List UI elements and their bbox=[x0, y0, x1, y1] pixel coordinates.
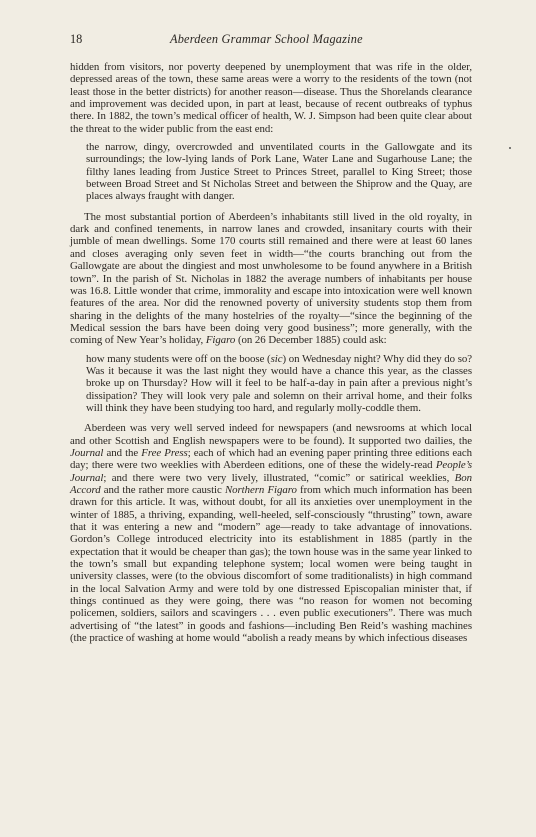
p3-text-b: and the bbox=[103, 446, 142, 459]
quote-text-b: ) on Wednesday night? Why did they do so? Was it because it was the last night they would have a chance this year, as the classes broke up on Thursday? How will it feel to be half-a-day in pain after a previous night’s dissipation? They will look very pale and solemn on their arrival home, and their folks will think they have been studying too hard, and regularly molly-coddle them. bbox=[86, 352, 473, 414]
page-number: 18 bbox=[70, 32, 83, 46]
running-title: Aberdeen Grammar School Magazine bbox=[170, 32, 363, 46]
article-body bbox=[70, 61, 472, 644]
block-quote-simpson: the narrow, dingy, overcrowded and unventilated courts in the Gallowgate and its surroundings; the low-lying lands of Pork Lane, Water Lane and Sugarhouse Lane; the filthy lanes leading from Justice Street to Princes Street, parallel to King Street; those between Broad Street and St Nicholas Street and between the Shiprow and the Quay, are places always fraught with danger. bbox=[86, 141, 472, 203]
running-header bbox=[70, 32, 472, 50]
p3-text-c: ; each of which had an evening paper printing three editions each day; there were two weeklies with Aberdeen editions, one of these the widely-read bbox=[70, 446, 473, 472]
journal-title: Journal bbox=[70, 446, 104, 459]
peoples-journal-title: People’s Journal bbox=[70, 459, 472, 484]
free-press-title: Free Press bbox=[141, 446, 188, 459]
quote-text-a: how many students were off on the boose ( bbox=[86, 352, 271, 365]
paragraph-2-text: The most substantial portion of Aberdeen’s inhabitants still lived in the old royalty, in dark and confined tenements, in narrow lanes and crowded, insanitary courts with their jumble of mean dwellings. Some 170 courts still remained and there were at least 60 lanes and closes averaging only seven feet in width—“the courts branching out from the Gallowgate are about the dingiest and most unwholesome to be found anywhere in a British town”. In the parish of St. Nicholas in 1882 the average numbers of inhabitants per house was 16.8. Little wonder that crime, immorality and escape into intoxication were well known features of the area. Nor did the renowned poverty of university students stop them from sharing in the delights of the many hostelries of the royalty—“since the beginning of the Medical session the bars have been doing very good business”; more generally, with the coming of New Year’s holiday, bbox=[70, 210, 472, 347]
sic-note: sic bbox=[270, 352, 283, 365]
p3-text-f: from which much information has been drawn for this article. It was, without doubt, for all its anxieties over unemployment in the winter of 1885, a thriving, expanding, well-heeled, self-consciously “thrusting” town, aware that it was entering a new and “modern” age—ready to take advantage of innovations. Gordon’s College introduced electricity into its establishment in 1885 (partly in the expectation that it would be cheaper than gas); the town house was in the same year linked to the town’s small but expanding telephone system; local women were being taught in university classes, were (to the obvious discomfort of some traditionalists) in high command in the local Salvation Army and were told by one distressed Episcopalian minister that, if things continued as they were going, there was “no reason for women not becoming policemen, soldiers, sailors and scavingers . . . even public executioners”. There was much advertising of “the latest” in goods and fashions—including Ben Reid’s washing machines (the practice of washing at home would “abolish a ready means by which infectious diseases bbox=[70, 484, 472, 645]
scan-speck bbox=[509, 147, 511, 149]
paragraph-1: hidden from visitors, nor poverty deepened by unemployment that was rife in the older, depressed areas of the town, these same areas were a worry to the residents of the town (not least those in the better districts) for another reason—disease. Thus the Shorelands clearance and improvement was decided upon, in part at least, because of recent outbreaks of typhus there. In 1882, the town’s medical officer of health, W. J. Simpson had been quite clear about the threat to the wider public from the east end: bbox=[70, 61, 472, 135]
paragraph-2 bbox=[70, 211, 472, 347]
paragraph-3 bbox=[70, 422, 472, 644]
block-quote-figaro bbox=[86, 353, 472, 415]
figaro-title: Figaro bbox=[205, 334, 236, 347]
northern-figaro-title: Northern Figaro bbox=[224, 484, 297, 496]
p3-text-e: and the rather more caustic bbox=[100, 484, 225, 496]
paragraph-2-end: (on 26 December 1885) could ask: bbox=[235, 334, 387, 347]
p3-text-a: Aberdeen was very well served indeed for newspapers (and newsrooms at which local and other Scottish and English newspapers were to be found). It supported two dailies, the bbox=[70, 422, 472, 447]
bon-accord-title: Bon Accord bbox=[70, 471, 472, 496]
p3-text-d: ; and there were two very lively, illustrated, “comic” or satirical weeklies, bbox=[103, 471, 455, 484]
